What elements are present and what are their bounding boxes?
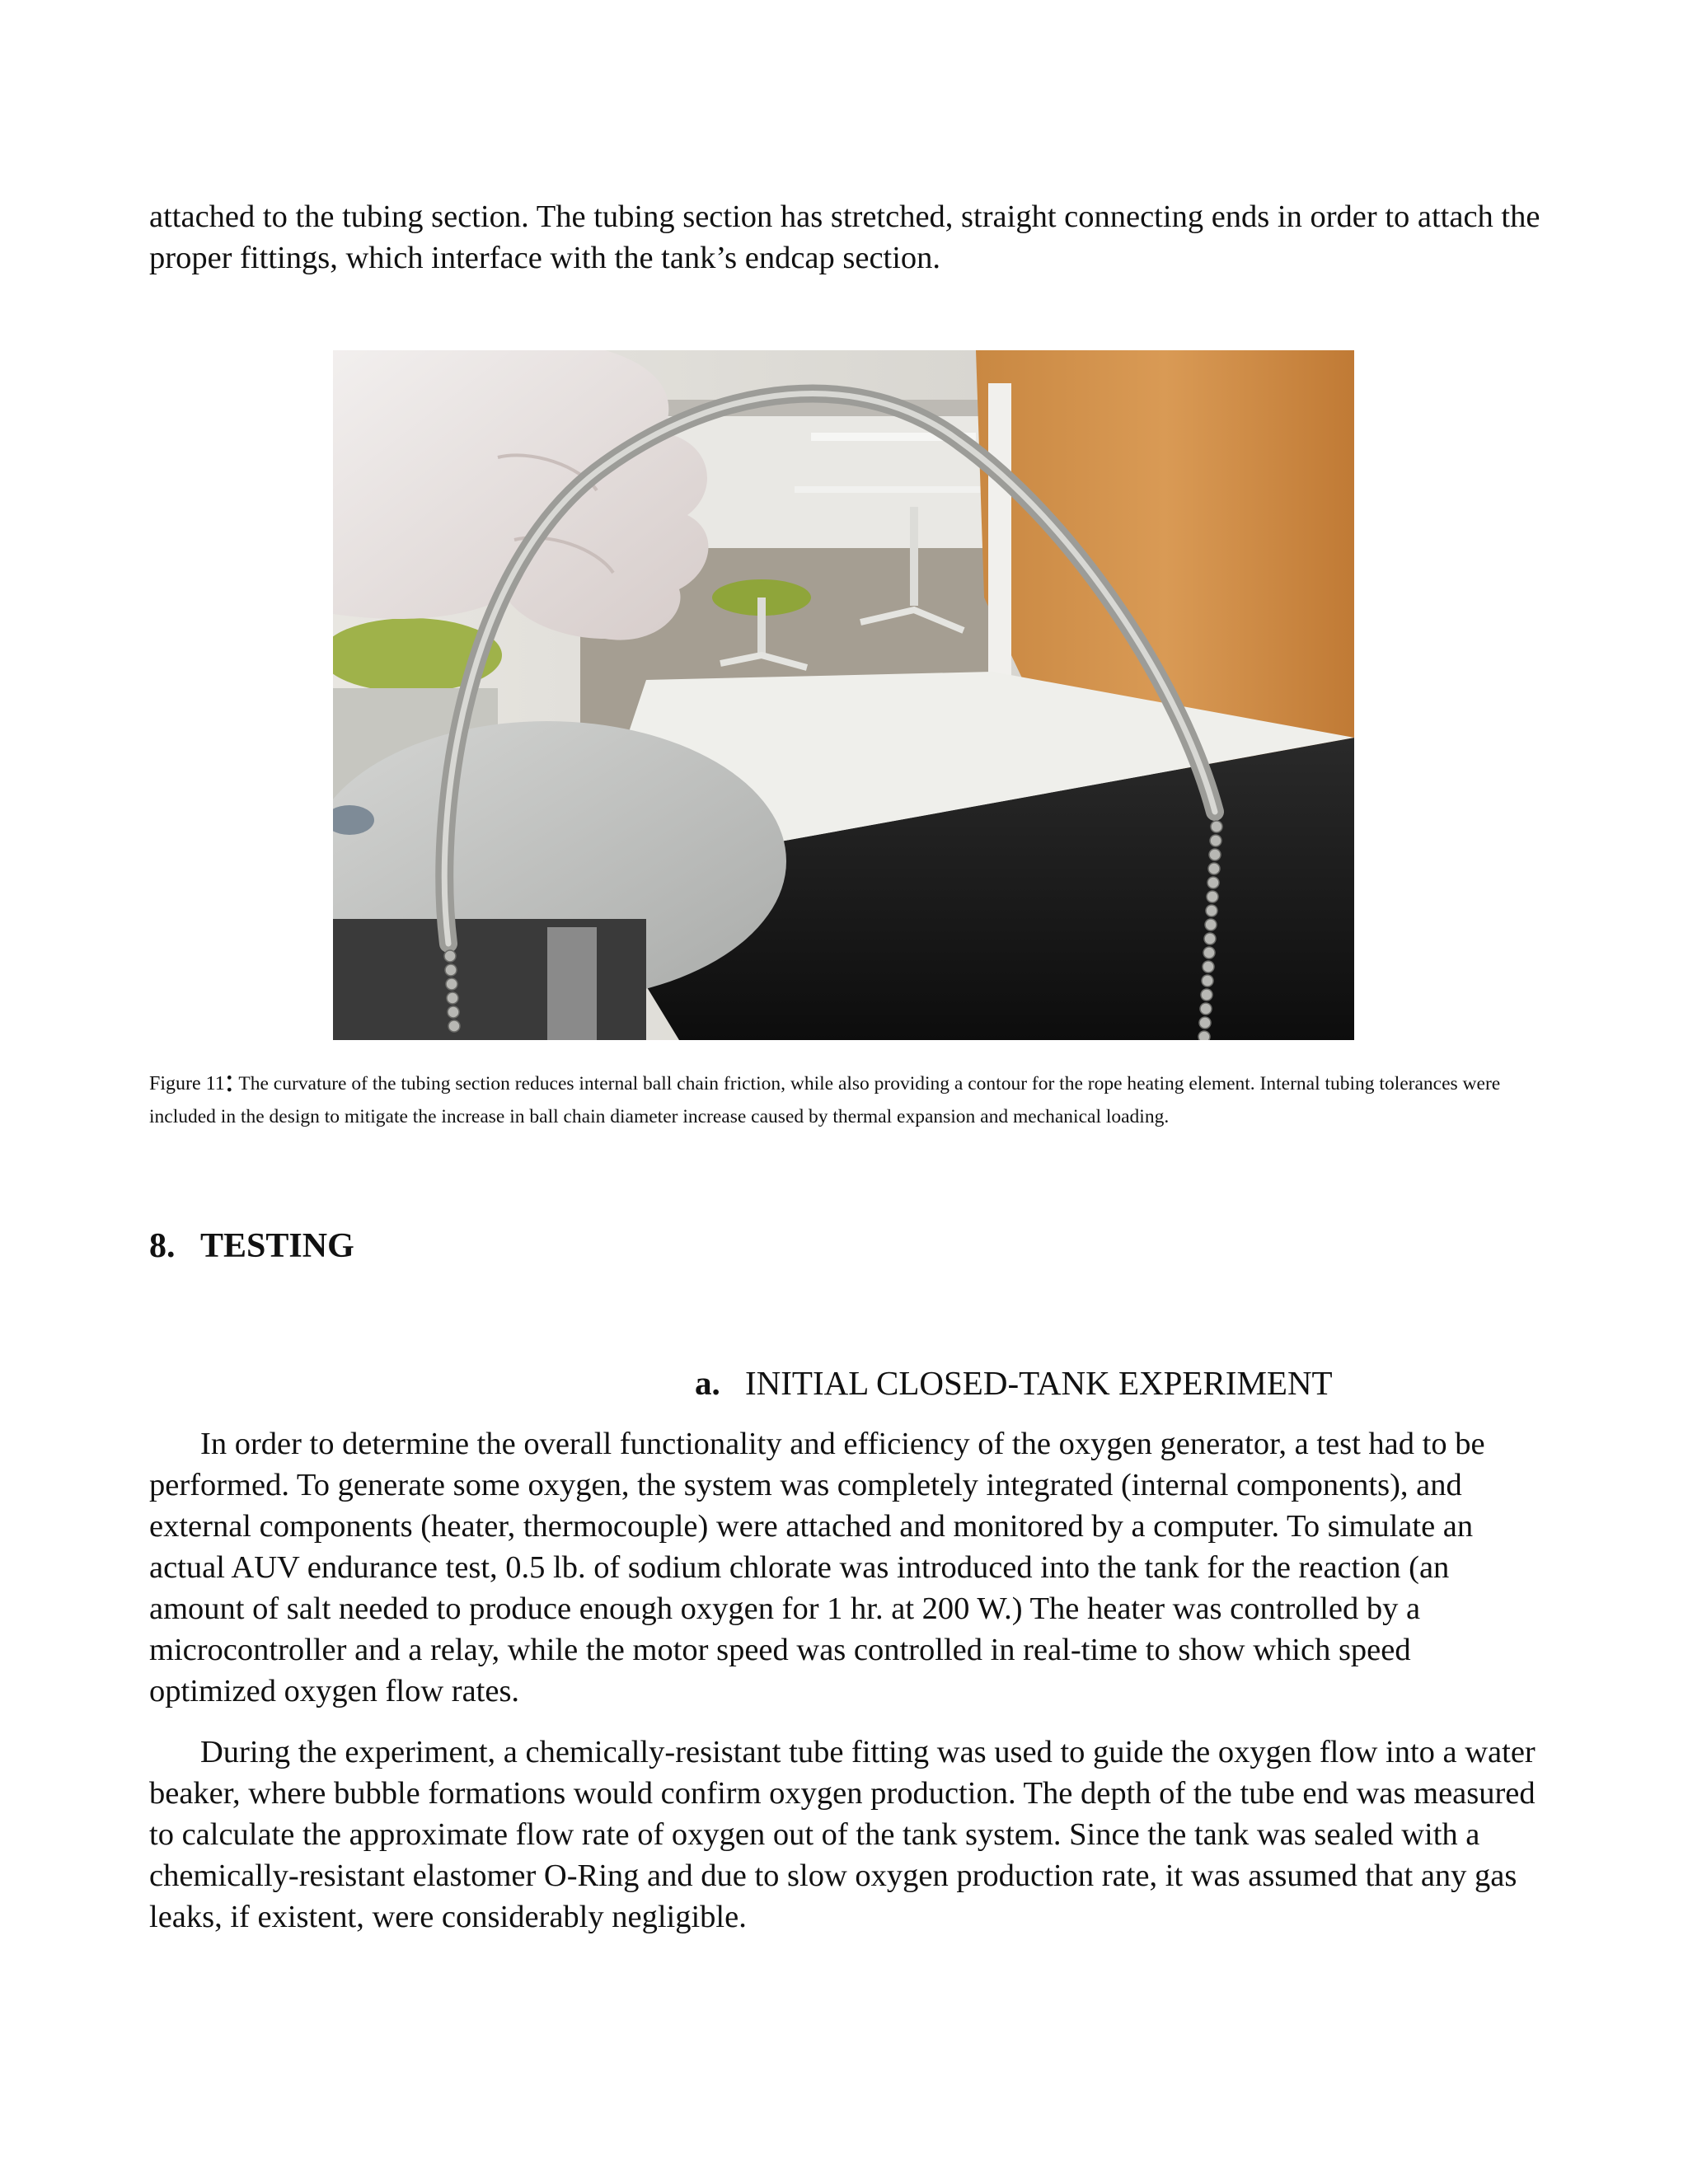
figure-label-colon: : <box>224 1062 234 1099</box>
section-heading <box>149 1223 354 1269</box>
subsection-title: INITIAL CLOSED-TANK EXPERIMENT <box>745 1364 1333 1402</box>
subsection-letter: a. <box>695 1364 720 1402</box>
figure-caption <box>149 1062 1567 1133</box>
paragraph-experiment-method: During the experiment, a chemically-resistant tube fitting was used to guide the oxygen flow into a water beaker, where bubble formations would confirm oxygen production. The depth of the tube end was measured to calculate the approximate flow rate of oxygen out of the tank system. Since the tank was sealed with a chemically-resistant elastomer O-Ring and due to slow oxygen production rate, it was assumed that any gas leaks, if existent, were considerably negligible. <box>149 1735 1536 1934</box>
subsection-heading <box>695 1360 1333 1406</box>
intro-paragraph: attached to the tubing section. The tubing section has stretched, straight connecting ends in order to attach the proper fittings, which interface with the tank’s endcap section. <box>149 199 1540 275</box>
figure-photo <box>333 350 1354 1040</box>
section-title: TESTING <box>200 1227 354 1265</box>
figure-label: Figure 11 <box>149 1073 225 1094</box>
figure-caption-text: The curvature of the tubing section reduces internal ball chain friction, while also providing a contour for the rope heating element. Internal tubing tolerances were included in the design to mitigate the increase in ball chain diameter increase caused by thermal expansion and mechanical loading. <box>149 1073 1501 1127</box>
paragraph-initial-test: In order to determine the overall functionality and efficiency of the oxygen generator, a test had to be performed. To generate some oxygen, the system was completely integrated (internal components), and external components (heater, thermocouple) were attached and monitored by a computer. To simulate an actual AUV endurance test, 0.5 lb. of sodium chlorate was introduced into the tank for the reaction (an amount of salt needed to produce enough oxygen for 1 hr. at 200 W.) The heater was controlled by a microcontroller and a relay, while the motor speed was controlled in real-time to show which speed optimized oxygen flow rates. <box>149 1427 1485 1708</box>
section-number: 8. <box>149 1227 176 1265</box>
curved-tube-photo-illustration <box>333 350 1354 1040</box>
